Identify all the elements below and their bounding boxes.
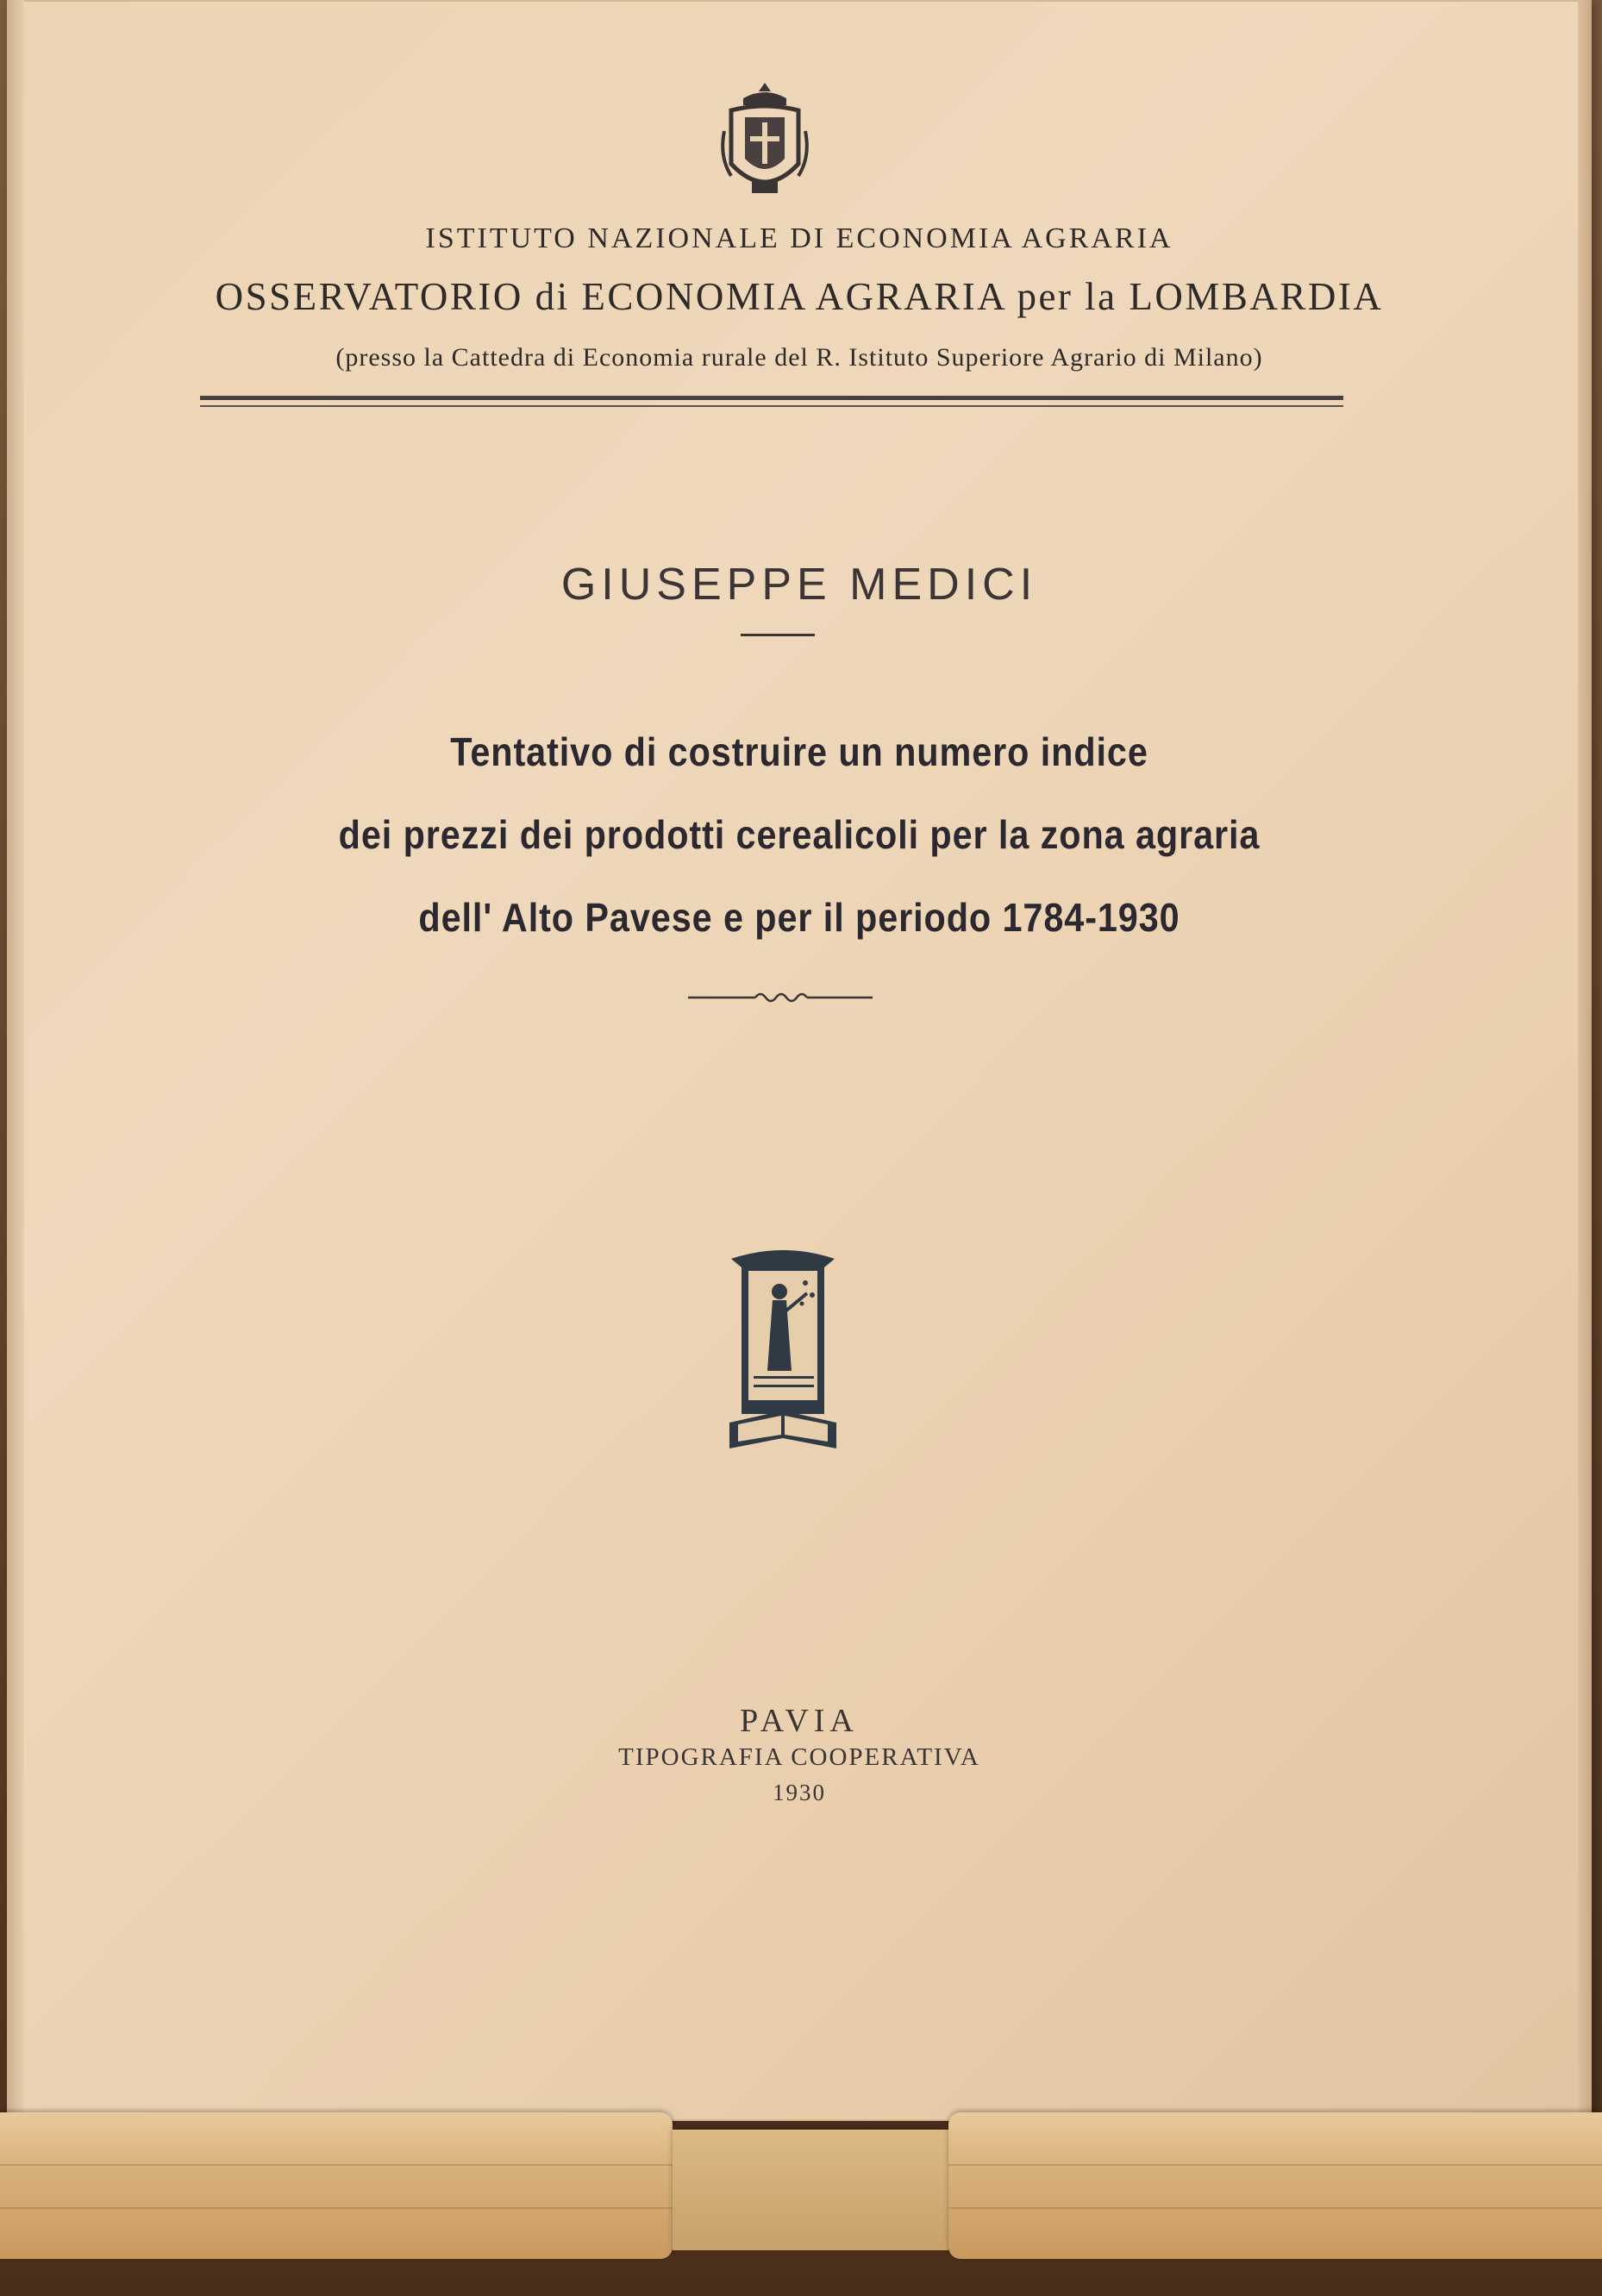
wavy-ornament-icon bbox=[688, 988, 873, 1007]
wooden-stand-middle bbox=[673, 2130, 948, 2250]
title-line-1: Tentativo di costruire un numero indice bbox=[450, 729, 1148, 774]
imprint-city: PAVIA bbox=[740, 1703, 859, 1739]
author-divider bbox=[741, 634, 815, 636]
author-name: GIUSEPPE MEDICI bbox=[560, 560, 1038, 610]
imprint-year: 1930 bbox=[773, 1780, 826, 1805]
wood-grain bbox=[948, 2164, 1602, 2166]
affiliation-note: (presso la Cattedra di Economia rurale del R. Istituto Superiore Agrario di Milano) bbox=[335, 343, 1263, 372]
wooden-stand-right bbox=[948, 2112, 1602, 2259]
wooden-stand-left bbox=[0, 2112, 673, 2259]
book-cover-page bbox=[7, 0, 1592, 2121]
institute-name: ISTITUTO NAZIONALE DI ECONOMIA AGRARIA bbox=[425, 222, 1173, 254]
wood-grain bbox=[0, 2207, 673, 2209]
title-line-2: dei prezzi dei prodotti cerealicoli per la zona agraria bbox=[338, 812, 1261, 857]
wood-grain bbox=[948, 2207, 1602, 2209]
crest-icon bbox=[719, 79, 810, 200]
wood-grain bbox=[0, 2164, 673, 2166]
printer-emblem-icon bbox=[723, 1242, 843, 1457]
observatory-name: OSSERVATORIO di ECONOMIA AGRARIA per la LOMBARDIA bbox=[215, 275, 1384, 318]
imprint-publisher: TIPOGRAFIA COOPERATIVA bbox=[618, 1743, 980, 1771]
header-rule-thick bbox=[200, 396, 1343, 400]
header-rule-thin bbox=[200, 405, 1343, 407]
title-line-3: dell' Alto Pavese e per il periodo 1784-1930 bbox=[418, 895, 1180, 940]
